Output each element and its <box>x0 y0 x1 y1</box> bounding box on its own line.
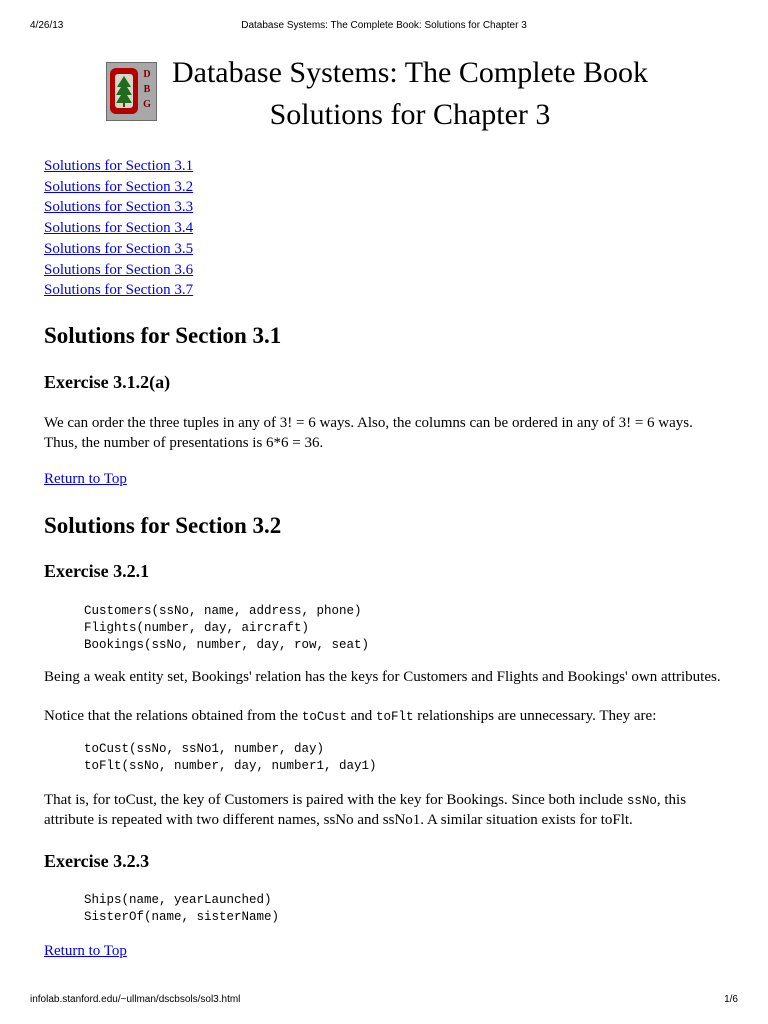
code-line: toCust(ssNo, ssNo1, number, day) <box>84 742 325 756</box>
code-block-relationships <box>44 741 377 775</box>
page-title <box>150 52 670 136</box>
text-span: and <box>346 708 377 724</box>
exercise-3-1-2a-text-line1: We can order the three tuples in any of 3! = 6 ways. Also, the columns can be ordered in any of 3! = 6 ways. <box>44 415 693 431</box>
print-header <box>0 16 768 36</box>
toc-link-section-3-5[interactable]: Solutions for Section 3.5 <box>44 240 194 257</box>
inline-code: toFlt <box>376 710 414 724</box>
return-to-top-link[interactable]: Return to Top <box>44 943 127 959</box>
code-line: Customers(ssNo, name, address, phone) <box>84 604 362 618</box>
section-3-2-heading: Solutions for Section 3.2 <box>44 513 282 538</box>
exercise-3-1-2a-heading: Exercise 3.1.2(a) <box>44 372 171 392</box>
print-page-number: 1/6 <box>724 994 738 1005</box>
exercise-3-2-1-heading: Exercise 3.2.1 <box>44 561 150 581</box>
print-page-title: Database Systems: The Complete Book: Solutions for Chapter 3 <box>241 20 527 31</box>
inline-code: ssNo <box>626 794 657 808</box>
paragraph-tocust-explanation-line2: attribute is repeated with two different names, ssNo and ssNo1. A similar situation exists for toFlt. <box>44 812 633 828</box>
table-of-contents <box>44 156 193 301</box>
text-span: , this <box>656 792 687 808</box>
code-line: SisterOf(name, sisterName) <box>84 910 280 924</box>
toc-link-section-3-2[interactable]: Solutions for Section 3.2 <box>44 178 194 195</box>
code-line: Bookings(ssNo, number, day, row, seat) <box>84 638 370 652</box>
exercise-3-1-2a-text-line2: Thus, the number of presentations is 6*6 = 36. <box>44 435 324 451</box>
print-url: infolab.stanford.edu/~ullman/dscbsols/sol3.html <box>30 994 241 1005</box>
paragraph-unnecessary-relations <box>44 706 656 727</box>
inline-code: toCust <box>301 710 347 724</box>
logo-letter-g: G <box>143 99 151 110</box>
toc-link-section-3-6[interactable]: Solutions for Section 3.6 <box>44 261 194 278</box>
code-line: Flights(number, day, aircraft) <box>84 621 310 635</box>
section-3-1-heading: Solutions for Section 3.1 <box>44 323 282 348</box>
exercise-3-2-3-heading: Exercise 3.2.3 <box>44 851 150 871</box>
page-title-line2: Solutions for Chapter 3 <box>269 98 551 131</box>
print-footer <box>0 990 768 1010</box>
toc-link-section-3-7[interactable]: Solutions for Section 3.7 <box>44 282 194 299</box>
code-line: Ships(name, yearLaunched) <box>84 893 272 907</box>
toc-link-section-3-1[interactable]: Solutions for Section 3.1 <box>44 158 194 174</box>
code-block-relations <box>44 603 369 654</box>
text-span: That is, for toCust, the key of Customers is paired with the key for Bookings. Since both include <box>44 792 627 808</box>
toc-link-section-3-3[interactable]: Solutions for Section 3.3 <box>44 199 194 216</box>
logo-letter-d: D <box>143 69 151 80</box>
logo-letter-b: B <box>143 84 151 95</box>
toc-link-section-3-4[interactable]: Solutions for Section 3.4 <box>44 220 194 237</box>
return-to-top-link[interactable]: Return to Top <box>44 471 127 487</box>
paragraph-tocust-explanation-line1 <box>44 790 686 811</box>
text-span: Notice that the relations obtained from the <box>44 708 302 724</box>
text-span: relationships are unnecessary. They are: <box>413 708 657 724</box>
print-date: 4/26/13 <box>30 20 64 31</box>
code-line: toFlt(ssNo, number, day, number1, day1) <box>84 759 377 773</box>
paragraph-weak-entity: Being a weak entity set, Bookings' relation has the keys for Customers and Flights and Bookings' own attributes. <box>44 669 721 685</box>
page-title-line1: Database Systems: The Complete Book <box>171 56 649 89</box>
code-block-ships <box>44 892 279 926</box>
